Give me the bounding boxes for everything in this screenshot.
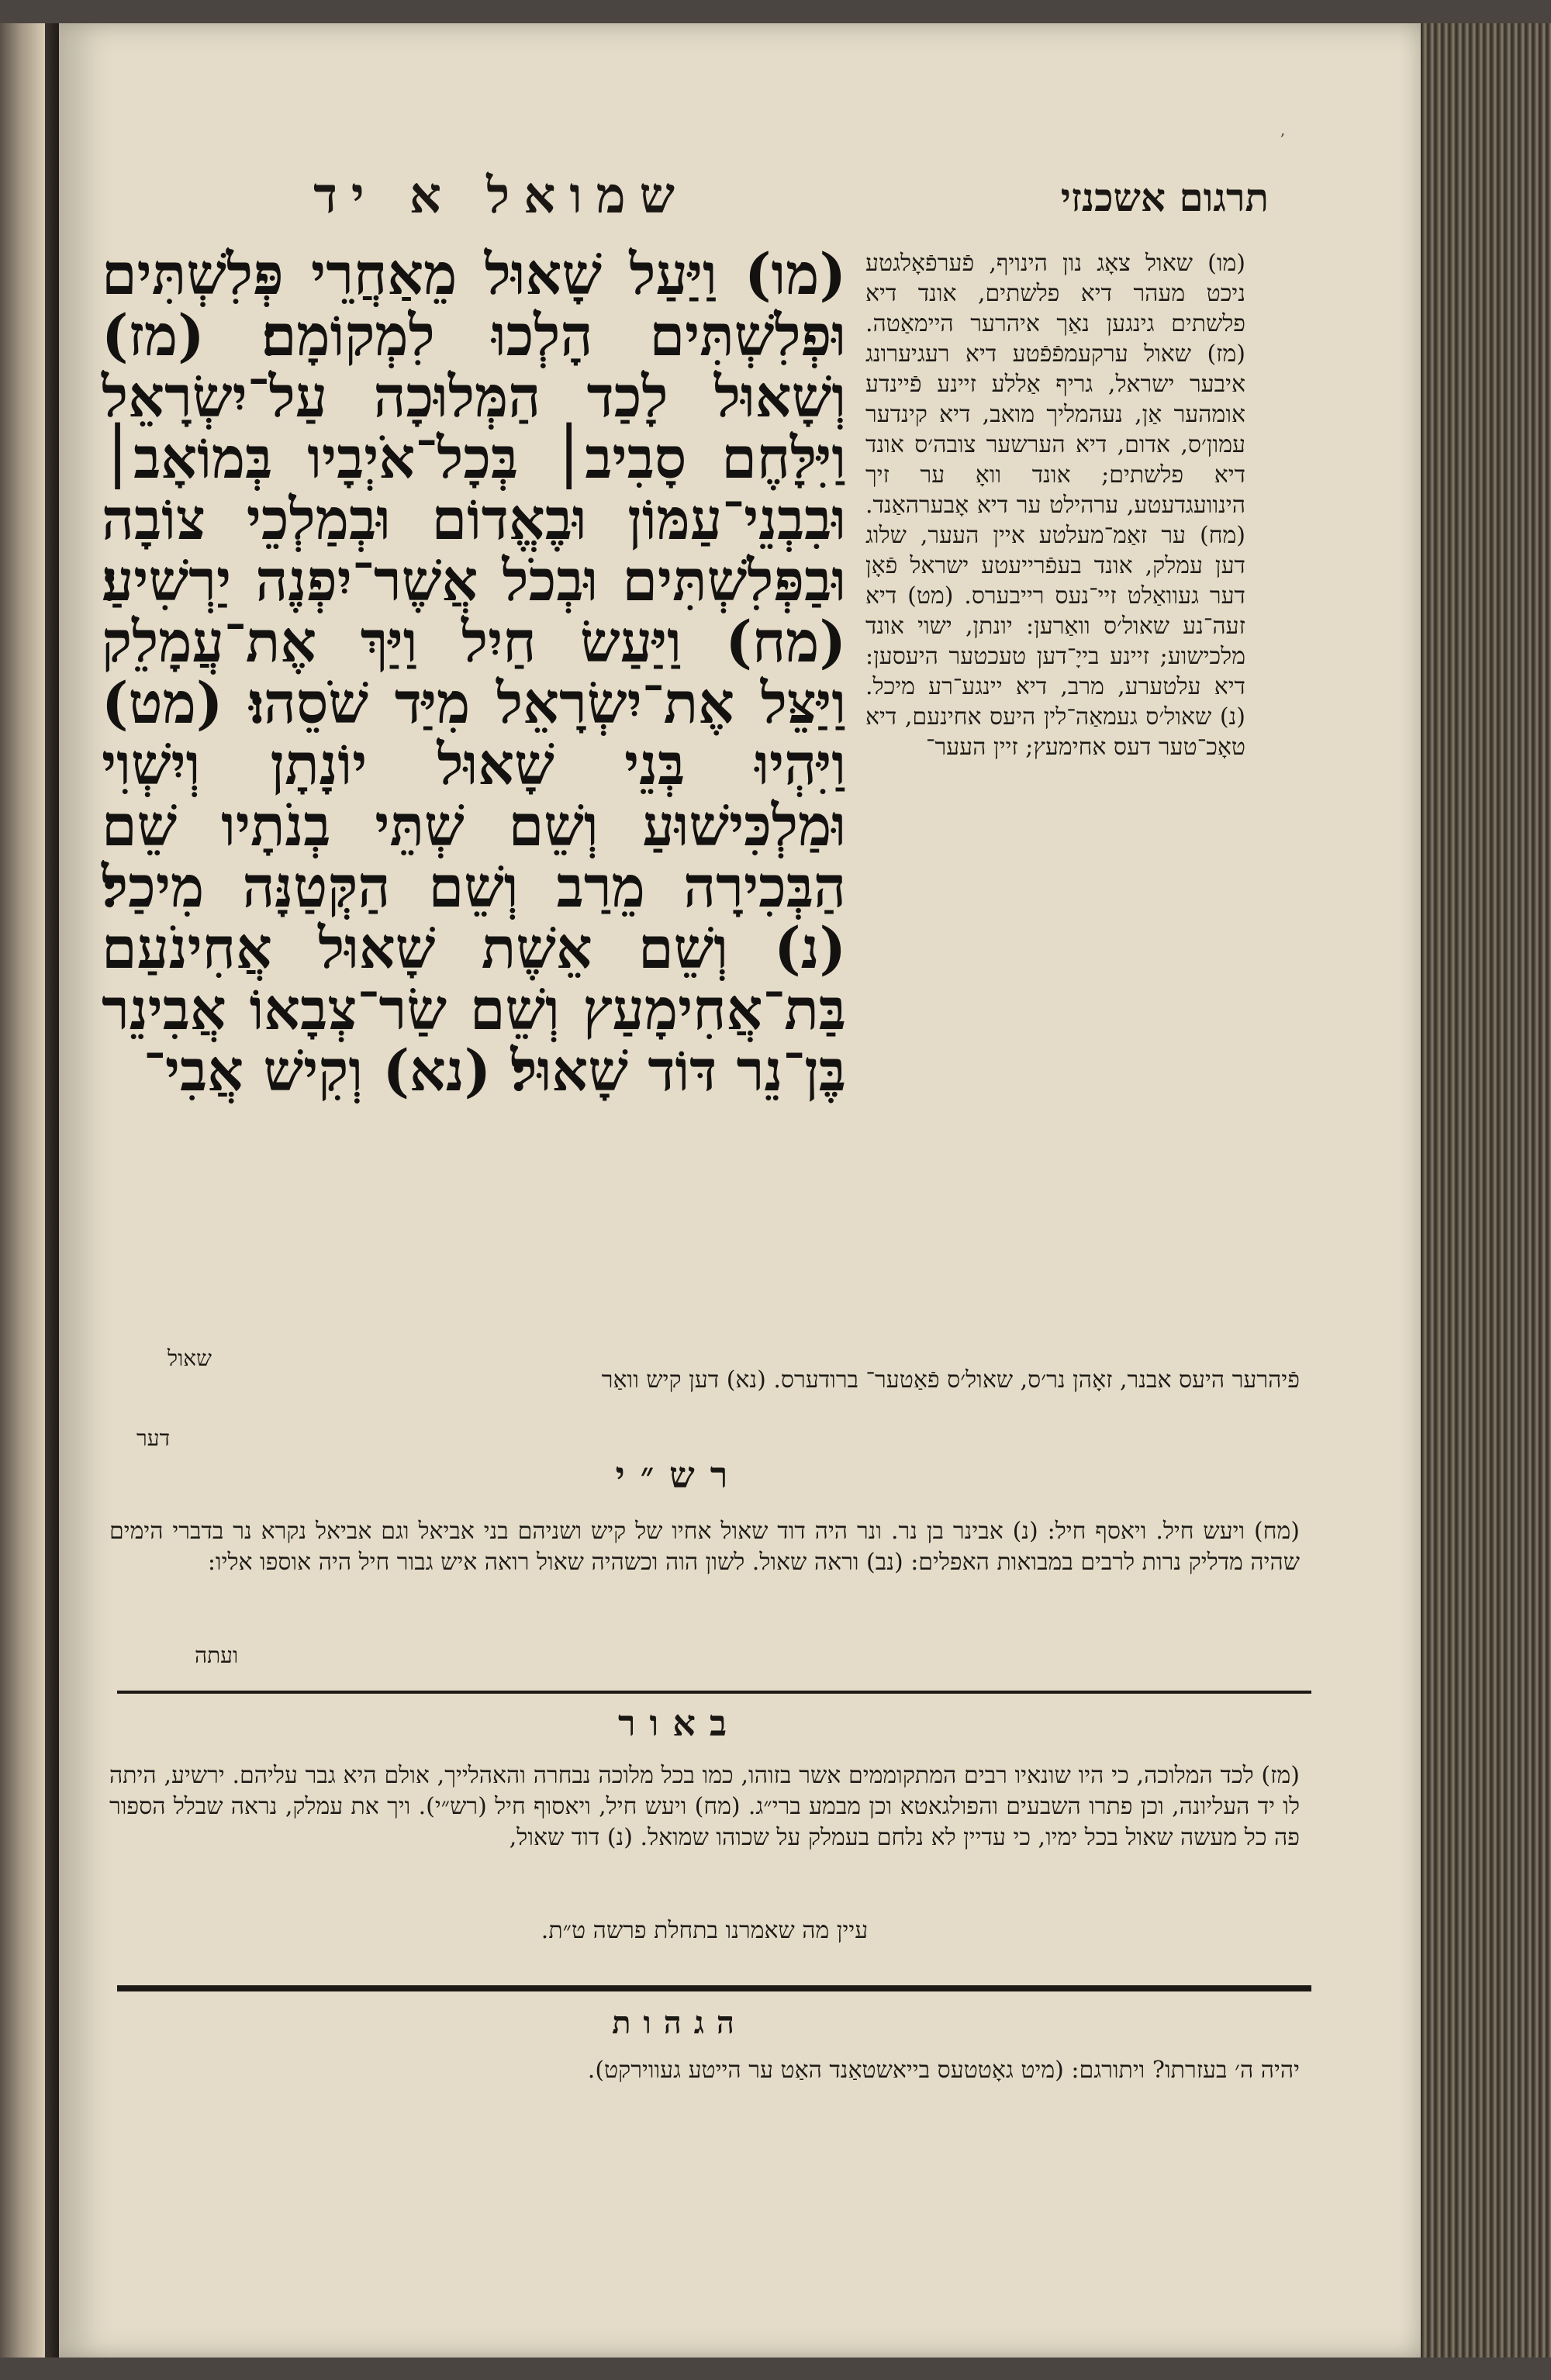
book-page [59, 23, 1421, 2358]
section-divider [117, 1691, 1311, 1694]
biur-commentary: (מז) לכד המלוכה, כי היו שונאיו רבים המתקוממים אשר בזוהו, כמו בכל מלוכה נבחרה והאהלייך, אולם היא גבר עליהם. ירשיע, היתה לו יד העליונה, וכן פתרו השבעים והפולגאטא וכן מבמע ברי״ג. (מח) ויעש חיל, ויאסוף חיל (רש״י). ויך את עמלק, נראה שבלל הספור פה כל מעשה שאול בכל ימיו, כי עדיין לא נלחם בעמלק על שכוהו שמואל. (נ) דוד שאול, [109, 1762, 1300, 1851]
book-gutter [45, 23, 59, 2358]
targum-catchword: דער [136, 1425, 171, 1451]
book-left-edge [0, 23, 45, 2358]
page-mark: , [1280, 120, 1286, 139]
section-divider-thick [117, 1985, 1311, 1991]
hagahot-heading: הגהות [612, 2005, 747, 2041]
biur-last-line: עיין מה שאמרנו בתחלת פרשה ט״ת. [541, 1917, 869, 1944]
biur-heading: באור [617, 1702, 741, 1744]
rashi-heading: רש״י [615, 1454, 744, 1496]
hebrew-text-column: (מו) וַיַּעַל שָׁאוּל מֵאַחֲרֵי פְּלִשְׁתִּים וּפְלִשְׁתִּים הָלְכוּ לִמְקוֹמָם׃ (מז) וְשָׁאוּל לָכַד הַמְּלוּכָה עַל־יִשְׂרָאֵל וַיִּלָּחֶם סָבִיב׀ בְּכָל־אֹיְבָיו בְּמוֹאָב׀ וּבִבְנֵי־עַמּוֹן וּבֶאֱדוֹם וּבְמַלְכֵי צוֹבָה וּבַפְּלִשְׁתִּים וּבְכֹל אֲשֶׁר־יִפְנֶה יַרְשִׁיעַ׃ (מח) וַיַּעַשׂ חַיִל וַיַּךְ אֶת־עֲמָלֵק וַיַּצֵּל אֶת־יִשְׂרָאֵל מִיַּד שֹׁסֵהוּ׃ (מט) וַיִּהְיוּ בְּנֵי שָׁאוּל יוֹנָתָן וְיִשְׁוִי וּמַלְכִּישׁוּעַ וְשֵׁם שְׁתֵּי בְנֹתָיו שֵׁם הַבְּכִירָה מֵרַב וְשֵׁם הַקְּטַנָּה מִיכַל׃ (נ) וְשֵׁם אֵשֶׁת שָׁאוּל אֲחִינֹעַם בַּת־אֲחִימָעַץ וְשֵׁם שַׂר־צְבָאוֹ אֲבִינֵר בֶּן־נֵר דּוֹד שָׁאוּל׃ (נא) וְקִישׁ אֲבִי־ [102, 241, 846, 1104]
hebrew-running-header: שמואל א יד [313, 167, 689, 225]
targum-running-header: תרגום אשכנזי [1060, 174, 1269, 220]
book-page-edges [1421, 23, 1551, 2358]
targum-text-column: (מו) שאול צאָג נון הינויף, פֿערפֿאָלגטע ניכט מעהר דיא פלשתים, אונד דיא פלשתים גינגען נאַך איהרער היימאַטה. (מז) שאול ערקעמפֿפֿטע דיא רעגיערונג איבער ישראל, גריף אַללע זיינע פֿיינדע אומהער אַן, נעהמליך מואב, דיא קינדער עמון׳ס, אדום, דיא הערשער צובה׳ס אונד דיא פלשתים; אונד וואָ ער זיך הינוועגדעטע, ערהילט ער דיא אָבערהאַנד. (מח) ער זאַמ־מעלטע איין העער, שלוג דען עמלק, אונד בעפֿרייעטע ישראל פֿאָן דער געוואַלט זיי־נעס רייבערס. (מט) דיא זעה־נע שאול׳ס וואַרען: יונתן, ישוי אונד מלכישוע; זיינע בייָ־דען טעכטער היעסען: דיא עלטערע, מרב, דיא יינגע־רע מיכל. (נ) שאול׳ס געמאַה־לין היעס אחינעם, דיא טאָכ־טער דעס אחימעץ; זיין העער־ [865, 250, 1245, 761]
hagahot-note: יהיה ה׳ בעזרתו? ויתורגם: (מיט גאָטטעס בייאשטאַנד האַט ער הייטע געווירקט). [587, 2057, 1300, 2084]
targum-continuation-line: פֿיהרער היעס אבנר, זאָהן נר׳ס, שאול׳ס פֿאַטער־ ברודערס. (נא) דען קיש וואַר [601, 1366, 1300, 1394]
rashi-catchword: ועתה [195, 1643, 239, 1668]
rashi-commentary: (מח) ויעש חיל. ויאסף חיל: (נ) אבינר בן נר. ונר היה דוד שאול אחיו של קיש ושניהם בני אביאל וגם אביאל נקרא נר בדברי הימים שהיה מדליק נרות לרבים במבואות האפלים: (נב) וראה שאול. לשון הוה וכשהיה שאול רואה איש גבור חיל היה אוספו אליו: [109, 1518, 1300, 1576]
hebrew-catchword: שאול [168, 1345, 212, 1371]
